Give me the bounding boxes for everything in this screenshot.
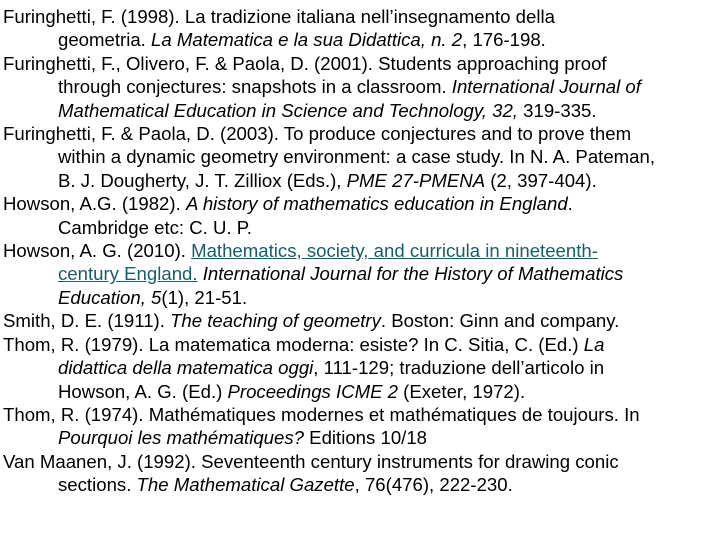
reference-line	[3, 450, 720, 473]
reference-text: sections.	[58, 474, 137, 496]
reference-line	[58, 28, 720, 51]
reference-text: within a dynamic geometry environment: a case study. In N. A. Pateman,	[58, 146, 656, 168]
reference-line	[58, 169, 720, 192]
reference-italic-text: International Journal for the History of Mathematics	[202, 263, 624, 285]
reference-text: through conjectures: snapshots in a classroom.	[58, 76, 452, 98]
reference-text: , 76(476), 222-230.	[354, 474, 513, 496]
reference-line	[3, 52, 720, 75]
reference-line	[58, 426, 720, 449]
reference-line	[58, 145, 720, 168]
reference-text: (1), 21-51.	[161, 286, 248, 308]
reference-text: Thom, R. (1979). La matematica moderna: esiste? In C. Sitia, C. (Ed.)	[3, 333, 584, 355]
reference-line	[58, 99, 720, 122]
reference-text: , 176-198.	[462, 29, 546, 51]
reference-line	[3, 122, 720, 145]
reference-italic-text: La Matematica e la sua Didattica, n. 2	[151, 29, 463, 51]
reference-line	[58, 380, 720, 403]
reference-text: Furinghetti, F. (1998). La tradizione italiana nell’insegnamento della	[3, 6, 555, 27]
reference-line	[3, 403, 720, 426]
reference-text: Howson, A. G. (Ed.)	[58, 380, 228, 402]
reference-line	[3, 309, 720, 332]
reference-line	[58, 473, 720, 496]
reference-text: Thom, R. (1974). Mathématiques modernes et mathématiques de toujours. In	[3, 403, 640, 425]
reference-text: Van Maanen, J. (1992). Seventeenth century instruments for drawing conic	[3, 450, 619, 472]
reference-line	[58, 216, 720, 239]
reference-entry	[3, 5, 720, 52]
reference-italic-text: PME 27-PMENA	[346, 169, 486, 191]
reference-entry	[3, 403, 720, 450]
reference-text: Howson, A. G. (2010).	[3, 240, 192, 262]
reference-italic-text: A history of mathematics education in England	[185, 193, 568, 215]
reference-text: 319-335.	[517, 99, 597, 121]
reference-text: Cambridge etc: C. U. P.	[58, 216, 252, 238]
reference-entry	[3, 122, 720, 192]
reference-entry	[3, 450, 720, 497]
reference-text: , 111-129; traduzione dell’articolo in	[313, 357, 605, 379]
reference-italic-text: Education, 5	[58, 286, 162, 308]
reference-italic-text: Mathematical Education in Science and Technology, 32,	[58, 99, 518, 121]
reference-list	[3, 5, 720, 497]
reference-italic-text: International Journal of	[451, 76, 641, 98]
reference-text: . Boston: Ginn and company.	[380, 310, 620, 332]
reference-line	[3, 333, 720, 356]
reference-line	[58, 286, 720, 309]
reference-text: .	[567, 193, 573, 215]
reference-line	[58, 262, 720, 285]
reference-italic-text: La	[583, 333, 605, 355]
reference-line	[3, 5, 720, 28]
reference-entry	[3, 239, 720, 309]
reference-text: geometria.	[58, 29, 152, 51]
reference-line	[3, 239, 720, 262]
reference-entry	[3, 309, 720, 332]
reference-italic-text: didattica della matematica oggi	[58, 357, 314, 379]
reference-link[interactable]: Mathematics, society, and curricula in nineteenth-	[191, 240, 598, 262]
reference-italic-text: Proceedings ICME 2	[227, 380, 398, 402]
reference-line	[58, 356, 720, 379]
reference-text: Furinghetti, F. & Paola, D. (2003). To produce conjectures and to prove them	[3, 123, 632, 145]
reference-link[interactable]: century England.	[58, 263, 198, 285]
reference-italic-text: The Mathematical Gazette	[136, 474, 355, 496]
reference-entry	[3, 52, 720, 122]
reference-italic-text: The teaching of geometry	[170, 310, 381, 332]
reference-line	[58, 75, 720, 98]
reference-text: Smith, D. E. (1911).	[3, 310, 171, 332]
reference-entry	[3, 192, 720, 239]
reference-text: Editions 10/18	[304, 427, 428, 449]
reference-entry	[3, 333, 720, 403]
reference-text: B. J. Dougherty, J. T. Zilliox (Eds.),	[58, 169, 347, 191]
reference-text: Howson, A.G. (1982).	[3, 193, 186, 215]
reference-italic-text: Pourquoi les mathématiques?	[58, 427, 304, 449]
reference-text: (2, 397-404).	[485, 169, 597, 191]
reference-text: (Exeter, 1972).	[398, 380, 526, 402]
reference-line	[3, 192, 720, 215]
reference-text: Furinghetti, F., Olivero, F. & Paola, D. (2001). Students approaching proof	[3, 52, 607, 74]
